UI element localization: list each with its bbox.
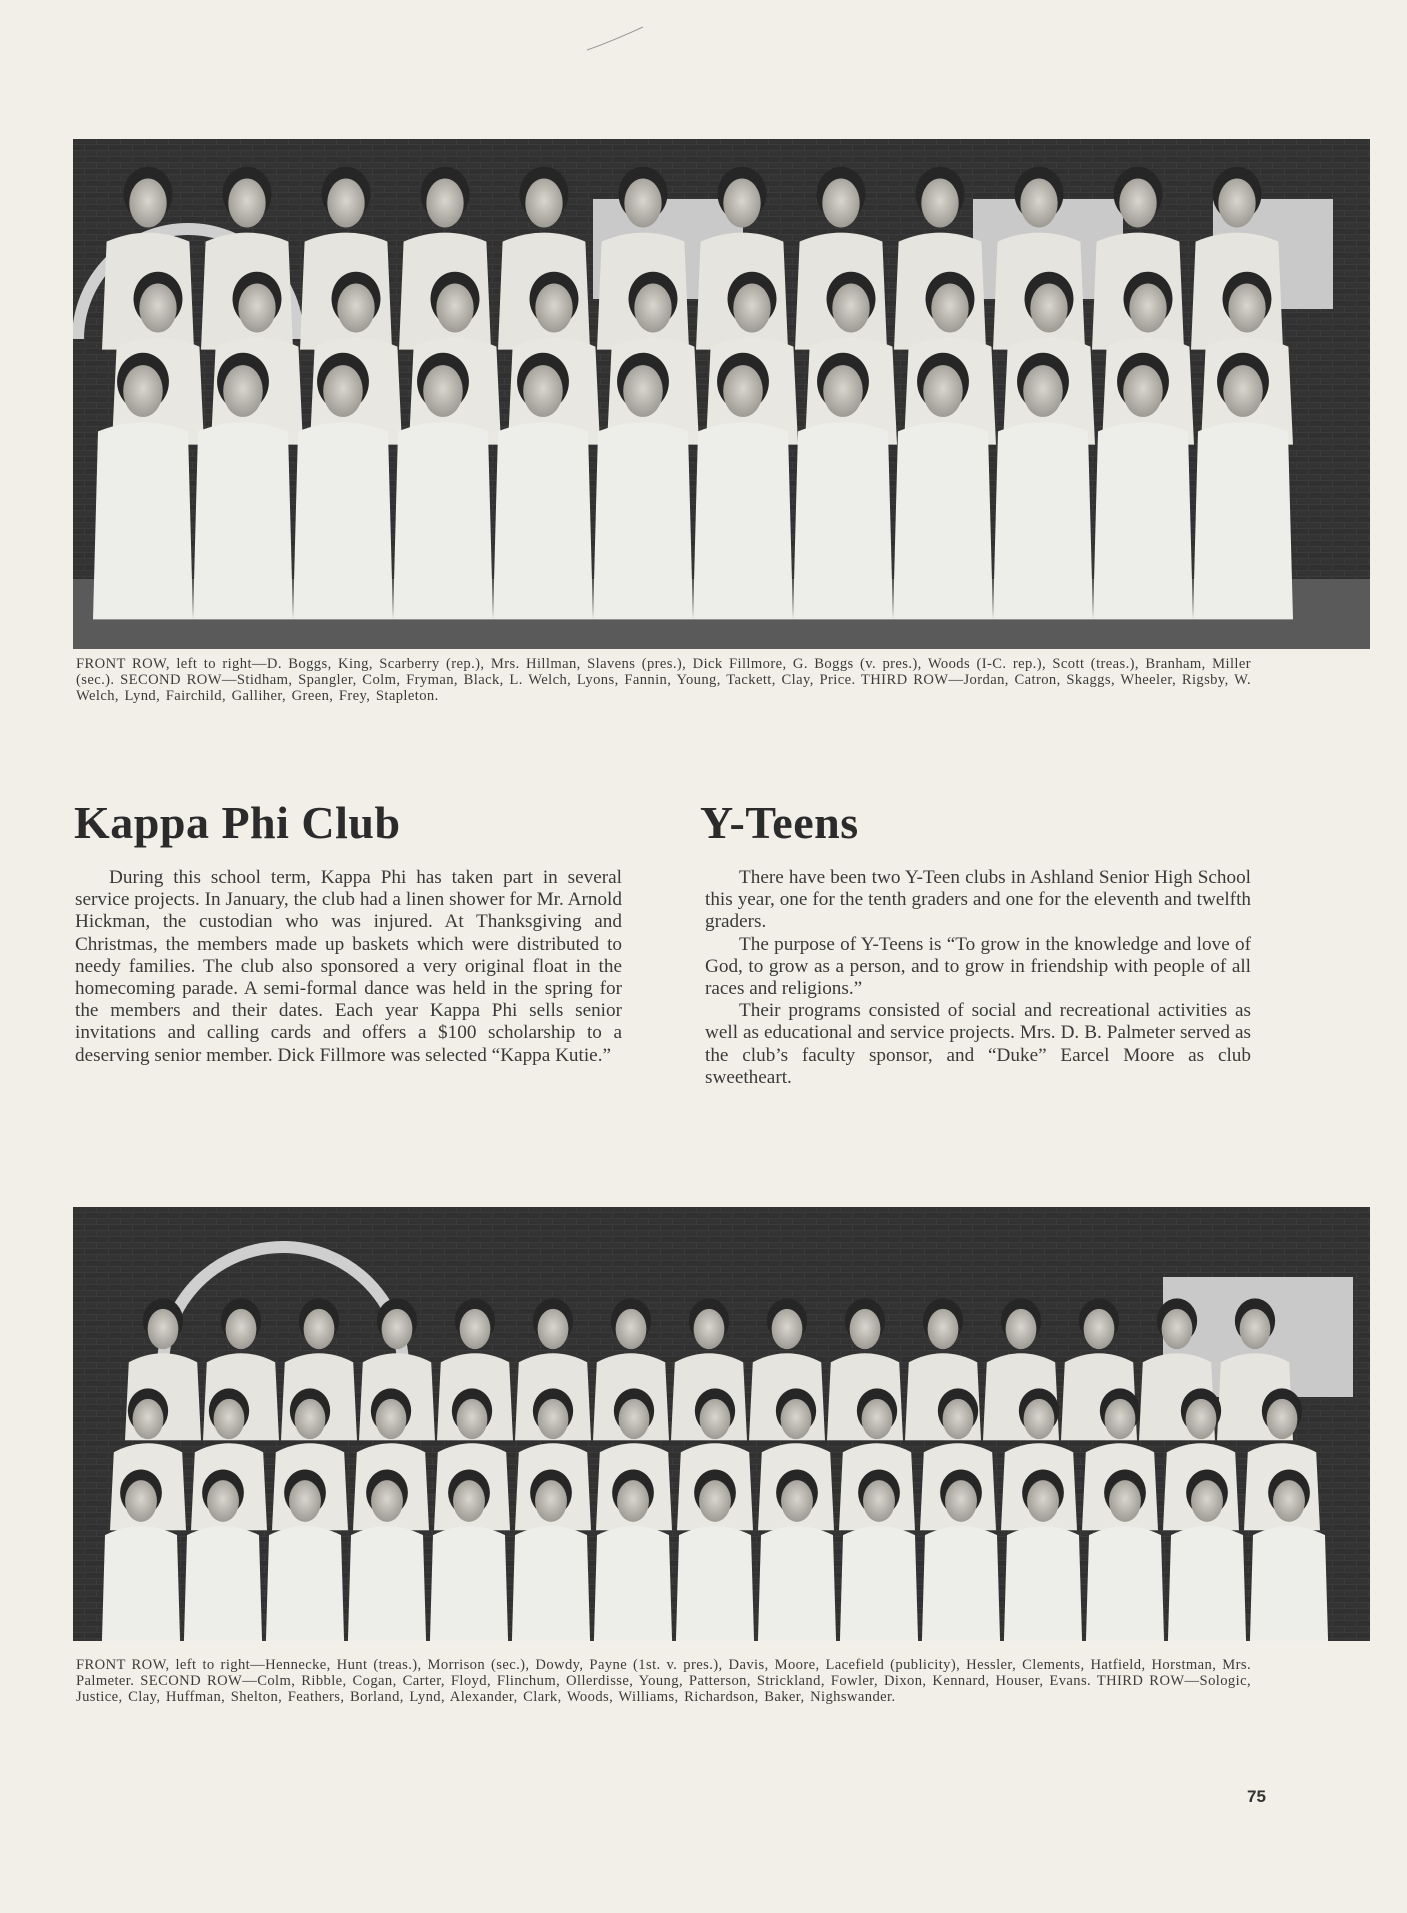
person-figure [1093, 422, 1193, 619]
y-teens-paragraph-3: Their programs consisted of social and recreational activities as well as educational and service projects. Mrs. D. B. Palmeter served as the club’s faculty sponsor, and “Duke” Earcel Moore as club sweetheart. [705, 1000, 1251, 1088]
person-figure [893, 422, 993, 619]
person-figure [693, 422, 793, 619]
person-figure [429, 1526, 509, 1641]
person-figure [1193, 422, 1293, 619]
person-figure [921, 1526, 1001, 1641]
person-figure [593, 1526, 673, 1641]
kappa-phi-article [75, 867, 622, 1067]
person-figure [1249, 1526, 1329, 1641]
person-figure [1167, 1526, 1247, 1641]
person-figure [193, 422, 293, 619]
y-teens-photo-caption: FRONT ROW, left to right—Hennecke, Hunt (treas.), Morrison (sec.), Dowdy, Payne (1st. v. pres.), Davis, Moore, Lacefield (publicity), Hessler, Clements, Hatfield, Horstman, Mrs. Palmeter. SECOND ROW—Colm, Ribble, Cogan, Carter, Floyd, Flinchum, Ollerdisse, Young, Patterson, Strickland, Fowler, Dixon, Kennard, Houser, Evans. THIRD ROW—Sologic, Justice, Clay, Huffman, Shelton, Feathers, Borland, Lynd, Alexander, Clark, Woods, Williams, Richardson, Baker, Nighswander. [76, 1657, 1251, 1706]
person-figure [293, 422, 393, 619]
y-teens-paragraph-2: The purpose of Y-Teens is “To grow in the knowledge and love of God, to grow as a person, and to grow in friendship with people of all races and religions.” [705, 933, 1251, 1000]
pencil-mark [585, 24, 645, 54]
person-figure [393, 422, 493, 619]
person-figure [101, 1526, 181, 1641]
person-figure [675, 1526, 755, 1641]
y-teens-group-photo [73, 1207, 1370, 1641]
kappa-phi-group-photo [73, 139, 1370, 649]
person-figure [93, 422, 193, 619]
person-figure [511, 1526, 591, 1641]
y-teens-article [705, 867, 1251, 1089]
person-figure [757, 1526, 837, 1641]
y-teens-heading: Y-Teens [700, 797, 859, 848]
kappa-phi-heading: Kappa Phi Club [74, 797, 401, 848]
person-figure [993, 422, 1093, 619]
person-figure [793, 422, 893, 619]
kappa-phi-photo-caption: FRONT ROW, left to right—D. Boggs, King, Scarberry (rep.), Mrs. Hillman, Slavens (pres.), Dick Fillmore, G. Boggs (v. pres.), Woods (I-C. rep.), Scott (treas.), Branham, Miller (sec.). SECOND ROW—Stidham, Spangler, Colm, Fryman, Black, L. Welch, Lyons, Fannin, Young, Tackett, Clay, Price. THIRD ROW—Jordan, Catron, Skaggs, Wheeler, Rigsby, W. Welch, Lynd, Fairchild, Galliher, Green, Frey, Stapleton. [76, 656, 1251, 705]
y-teens-paragraph-1: There have been two Y-Teen clubs in Ashland Senior High School this year, one for the tenth graders and one for the eleventh and twelfth graders. [705, 867, 1251, 933]
person-figure [493, 422, 593, 619]
kappa-phi-paragraph: During this school term, Kappa Phi has taken part in several service projects. In January, the club had a linen shower for Mr. Arnold Hickman, the custodian who was injured. At Thanksgiving and Christmas, the members made up baskets which were distributed to needy families. The club also sponsored a very original float in the homecoming parade. A semi-formal dance was held in the spring for the members and their dates. Each year Kappa Phi sells senior invitations and calling cards and offers a $100 scholarship to a deserving senior member. Dick Fillmore was selected “Kappa Kutie.” [75, 867, 622, 1066]
person-figure [593, 422, 693, 619]
person-figure [347, 1526, 427, 1641]
person-figure [183, 1526, 263, 1641]
person-figure [839, 1526, 919, 1641]
person-figure [265, 1526, 345, 1641]
person-figure [1085, 1526, 1165, 1641]
person-figure [1003, 1526, 1083, 1641]
page-number: 75 [1247, 1787, 1266, 1806]
